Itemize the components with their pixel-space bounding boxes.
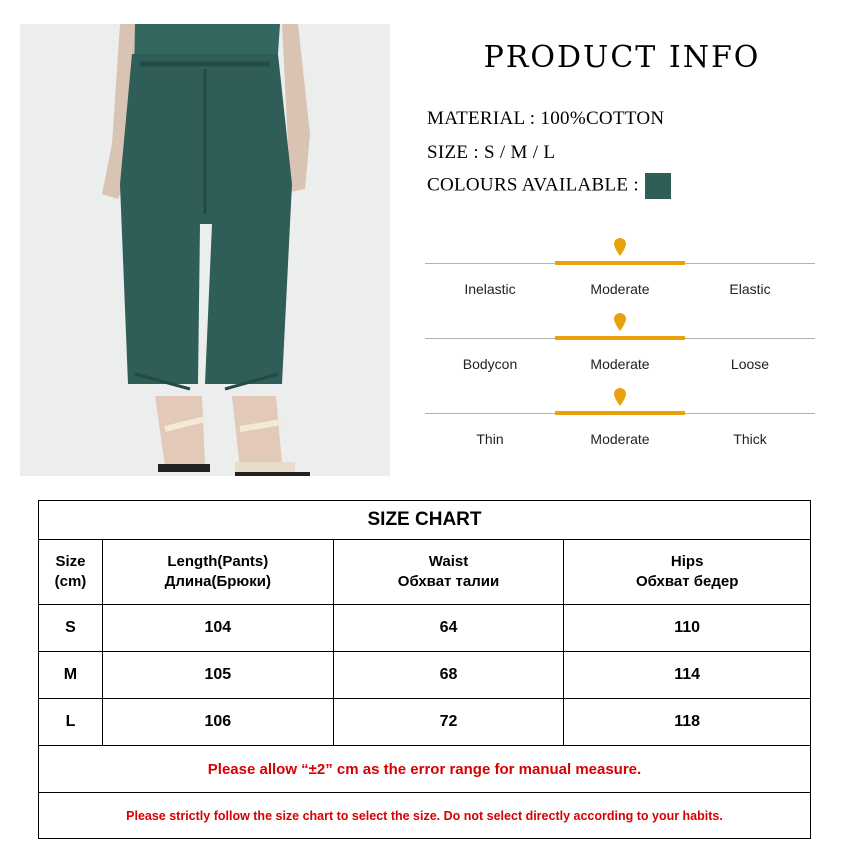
- product-info-title: PRODUCT INFO: [483, 40, 761, 75]
- cell-size: M: [39, 652, 103, 699]
- header-hips: [564, 540, 811, 605]
- table-row: [39, 652, 811, 699]
- scale-label-right: Thick: [733, 431, 767, 447]
- scale-label-middle: Moderate: [590, 431, 650, 447]
- scale-label-middle: Moderate: [590, 356, 650, 372]
- header-hips-line1: Hips: [670, 553, 704, 570]
- cell-waist: 64: [333, 605, 564, 652]
- header-size: [39, 540, 103, 605]
- scale-label-left: Bodycon: [462, 356, 518, 372]
- location-pin-icon: [614, 313, 626, 331]
- error-range-note: Please allow “±2” cm as the error range for manual measure.: [39, 746, 811, 793]
- header-waist-line1: Waist: [428, 553, 469, 570]
- cell-hips: 110: [564, 605, 811, 652]
- cell-length: 105: [102, 652, 333, 699]
- scale-highlight: [555, 336, 685, 340]
- header-waist-line2: Обхват талии: [397, 573, 500, 590]
- cell-size: L: [39, 699, 103, 746]
- cell-hips: 114: [564, 652, 811, 699]
- size-line: SIZE : S / M / L: [427, 142, 556, 163]
- cell-hips: 118: [564, 699, 811, 746]
- scale-highlight: [555, 411, 685, 415]
- header-length-line2: Длина(Брюки): [164, 573, 271, 590]
- size-chart-title: SIZE CHART: [39, 501, 811, 540]
- cell-length: 104: [102, 605, 333, 652]
- follow-chart-note: Please strictly follow the size chart to select the size. Do not select directly according to your habits.: [39, 793, 811, 839]
- cell-length: 106: [102, 699, 333, 746]
- scale-label-right: Loose: [730, 356, 770, 372]
- location-pin-icon: [614, 238, 626, 256]
- header-length: [102, 540, 333, 605]
- colour-swatch-green: [645, 173, 671, 199]
- scale-label-left: Inelastic: [464, 281, 516, 297]
- header-size-line1: Size: [55, 553, 86, 570]
- header-length-line1: Length(Pants): [167, 553, 269, 570]
- colours-line: [427, 173, 671, 199]
- table-row: [39, 699, 811, 746]
- elasticity-scale: [425, 259, 815, 299]
- header-size-line2: (cm): [54, 573, 87, 590]
- location-pin-icon: [614, 388, 626, 406]
- header-row: [39, 540, 811, 605]
- scale-label-middle: Moderate: [590, 281, 650, 297]
- header-waist: [333, 540, 564, 605]
- colours-label: COLOURS AVAILABLE :: [427, 174, 639, 196]
- scale-label-right: Elastic: [729, 281, 771, 297]
- scale-label-left: Thin: [476, 431, 504, 447]
- table-row: [39, 605, 811, 652]
- thickness-scale: [425, 409, 815, 449]
- product-photo: [20, 24, 390, 476]
- header-hips-line2: Обхват бедер: [635, 573, 739, 590]
- cell-waist: 72: [333, 699, 564, 746]
- material-line: MATERIAL : 100%COTTON: [427, 108, 665, 129]
- cell-waist: 68: [333, 652, 564, 699]
- pants-illustration: [20, 24, 390, 476]
- cell-size: S: [39, 605, 103, 652]
- size-chart-table: [38, 500, 811, 839]
- fit-scale: [425, 334, 815, 374]
- scale-highlight: [555, 261, 685, 265]
